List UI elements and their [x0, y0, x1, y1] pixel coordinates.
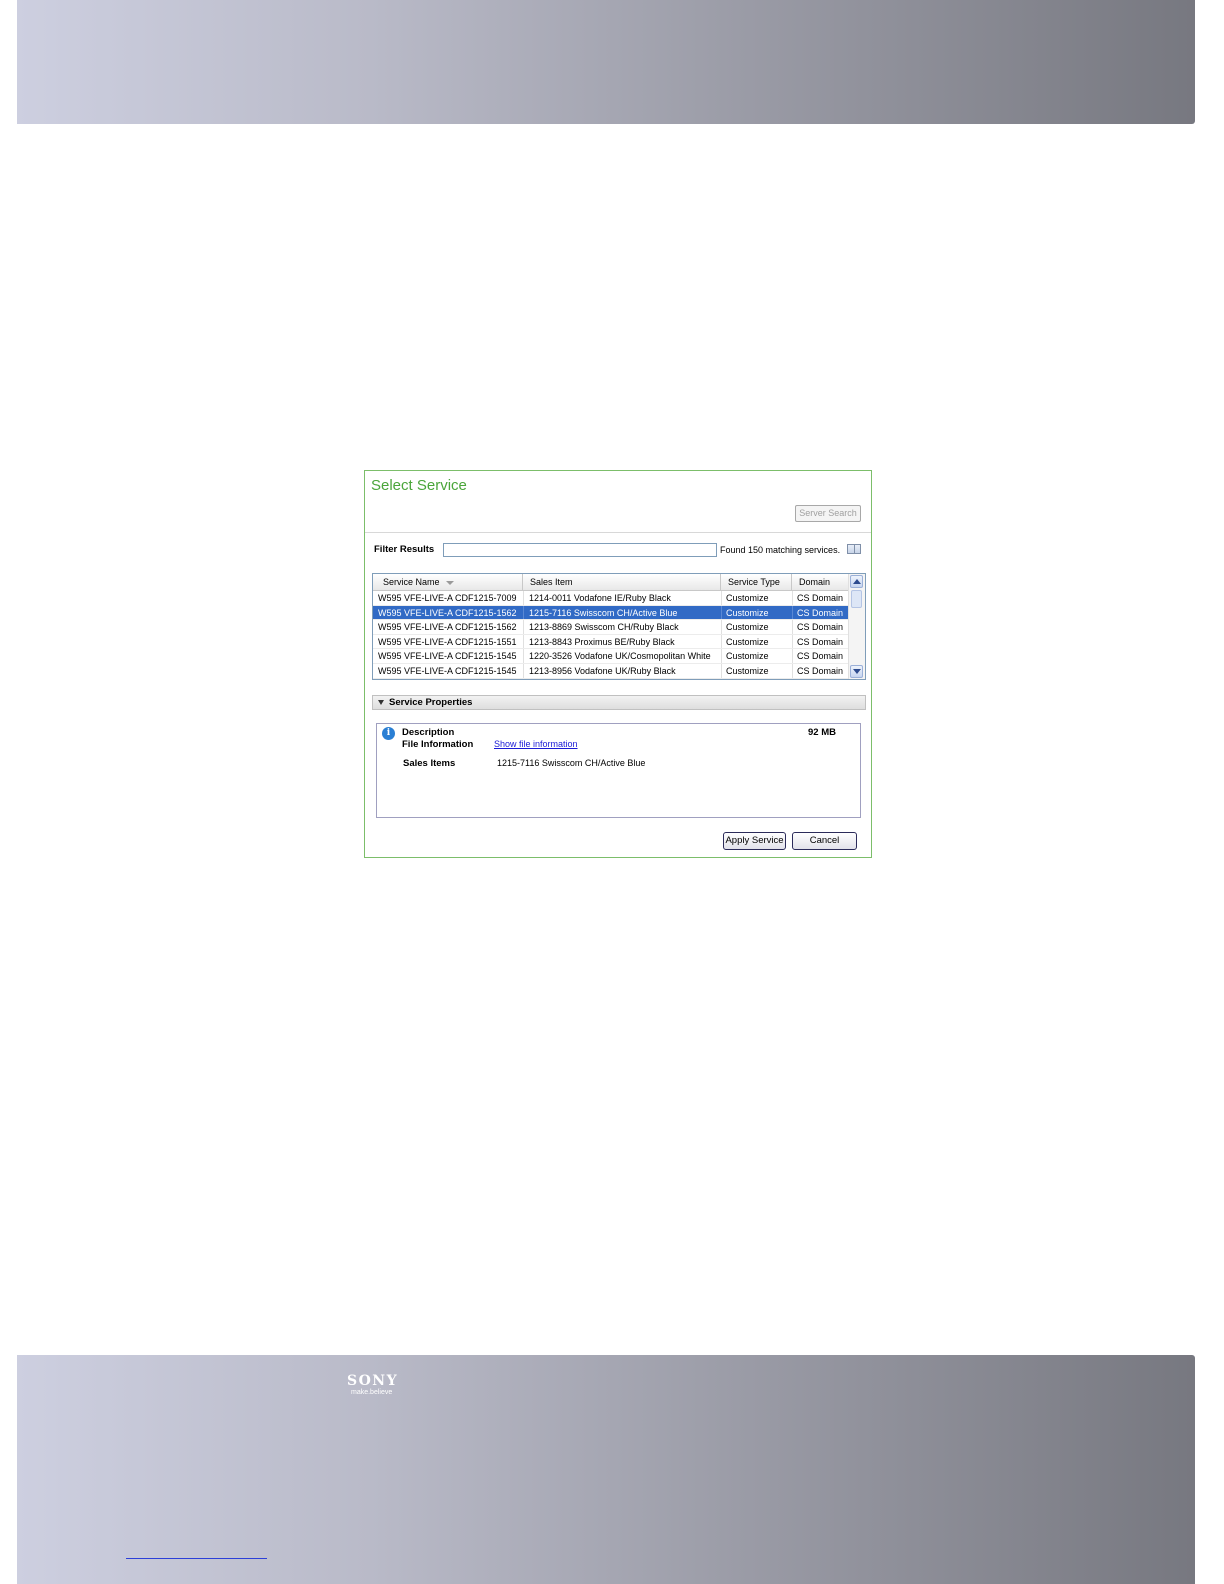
column-header-domain[interactable]: Domain — [799, 577, 831, 587]
service-properties-label: Service Properties — [389, 697, 473, 708]
cell-service-type: Customize — [726, 651, 769, 662]
table-header — [373, 574, 849, 591]
sony-logo: SONY — [347, 1373, 399, 1389]
column-divider — [523, 606, 524, 620]
footer-link-underline[interactable] — [126, 1558, 267, 1559]
table-row[interactable] — [373, 664, 849, 679]
column-divider — [792, 620, 793, 634]
cancel-button[interactable]: Cancel — [792, 832, 857, 850]
cell-service-name: W595 VFE-LIVE-A CDF1215-7009 — [378, 593, 517, 603]
server-search-button[interactable]: Server Search — [795, 505, 861, 522]
cell-service-name: W595 VFE-LIVE-A CDF1215-1562 — [378, 622, 517, 633]
column-divider — [523, 664, 524, 678]
dialog-title: Select Service — [371, 477, 467, 494]
column-divider — [792, 635, 793, 649]
scroll-down-icon[interactable] — [850, 665, 863, 678]
table-row[interactable] — [373, 591, 849, 606]
cell-domain: CS Domain — [797, 622, 844, 633]
cell-service-type: Customize — [726, 593, 769, 603]
column-divider — [721, 606, 722, 620]
cell-service-name: W595 VFE-LIVE-A CDF1215-1545 — [378, 651, 517, 662]
cell-service-name: W595 VFE-LIVE-A CDF1215-1545 — [378, 666, 517, 676]
sony-tagline: make.believe — [351, 1389, 393, 1396]
cell-sales-item: 1213-8869 Swisscom CH/Ruby Black — [529, 622, 679, 633]
file-size-value: 92 MB — [808, 727, 836, 738]
filter-results-input[interactable] — [443, 543, 717, 557]
filter-results-label: Filter Results — [374, 544, 435, 555]
show-file-information-link[interactable]: Show file information — [494, 739, 578, 749]
cell-domain: CS Domain — [797, 666, 844, 676]
cell-service-type: Customize — [726, 622, 769, 633]
cell-service-type: Customize — [726, 666, 769, 676]
column-divider — [721, 649, 722, 663]
column-header-service-name[interactable]: Service Name — [373, 574, 523, 590]
description-label: Description — [402, 727, 455, 738]
cell-sales-item: 1215-7116 Swisscom CH/Active Blue — [529, 607, 678, 618]
found-count-text: Found 150 matching services. — [720, 545, 841, 555]
apply-service-button[interactable]: Apply Service — [723, 832, 786, 850]
file-information-label: File Information — [402, 739, 474, 750]
cell-domain: CS Domain — [797, 636, 844, 647]
sales-items-label: Sales Items — [403, 758, 456, 769]
table-row[interactable] — [373, 649, 849, 664]
header-band — [17, 0, 1195, 124]
column-divider — [721, 635, 722, 649]
service-properties-panel — [376, 723, 861, 818]
column-divider — [721, 591, 722, 605]
column-divider — [792, 591, 793, 605]
table-scrollbar[interactable] — [848, 574, 865, 679]
services-table — [372, 573, 866, 680]
cell-sales-item: 1213-8843 Proximus BE/Ruby Black — [529, 636, 675, 647]
cell-service-type: Customize — [726, 636, 769, 647]
separator — [365, 532, 871, 533]
scroll-up-icon[interactable] — [850, 575, 863, 588]
columns-icon[interactable] — [847, 544, 861, 554]
column-header-service-type[interactable]: Service Type — [721, 574, 792, 590]
cell-service-name: W595 VFE-LIVE-A CDF1215-1551 — [378, 636, 517, 647]
cell-domain: CS Domain — [797, 651, 844, 662]
table-row[interactable] — [373, 606, 849, 621]
cell-service-type: Customize — [726, 607, 769, 618]
column-divider — [792, 606, 793, 620]
cell-domain: CS Domain — [797, 607, 844, 618]
cell-sales-item: 1213-8956 Vodafone UK/Ruby Black — [529, 666, 676, 676]
cell-sales-item: 1214-0011 Vodafone IE/Ruby Black — [529, 593, 671, 603]
cell-sales-item: 1220-3526 Vodafone UK/Cosmopolitan White — [529, 651, 711, 662]
column-divider — [792, 649, 793, 663]
cell-service-name: W595 VFE-LIVE-A CDF1215-1562 — [378, 607, 517, 618]
column-divider — [523, 620, 524, 634]
select-service-dialog — [364, 470, 872, 858]
column-divider — [792, 664, 793, 678]
column-divider — [523, 649, 524, 663]
footer-band — [17, 1355, 1195, 1584]
column-divider — [721, 664, 722, 678]
info-icon: i — [382, 727, 395, 740]
sort-descending-icon — [446, 581, 454, 585]
column-divider — [523, 591, 524, 605]
cell-domain: CS Domain — [797, 593, 844, 603]
table-row[interactable] — [373, 620, 849, 635]
column-divider — [721, 620, 722, 634]
column-divider — [523, 635, 524, 649]
scrollbar-thumb[interactable] — [851, 590, 862, 608]
sales-items-value: 1215-7116 Swisscom CH/Active Blue — [497, 758, 646, 768]
collapse-triangle-icon — [378, 700, 384, 705]
table-row[interactable] — [373, 635, 849, 650]
service-properties-header[interactable] — [372, 695, 866, 710]
column-header-sales-item[interactable]: Sales Item — [523, 574, 721, 590]
